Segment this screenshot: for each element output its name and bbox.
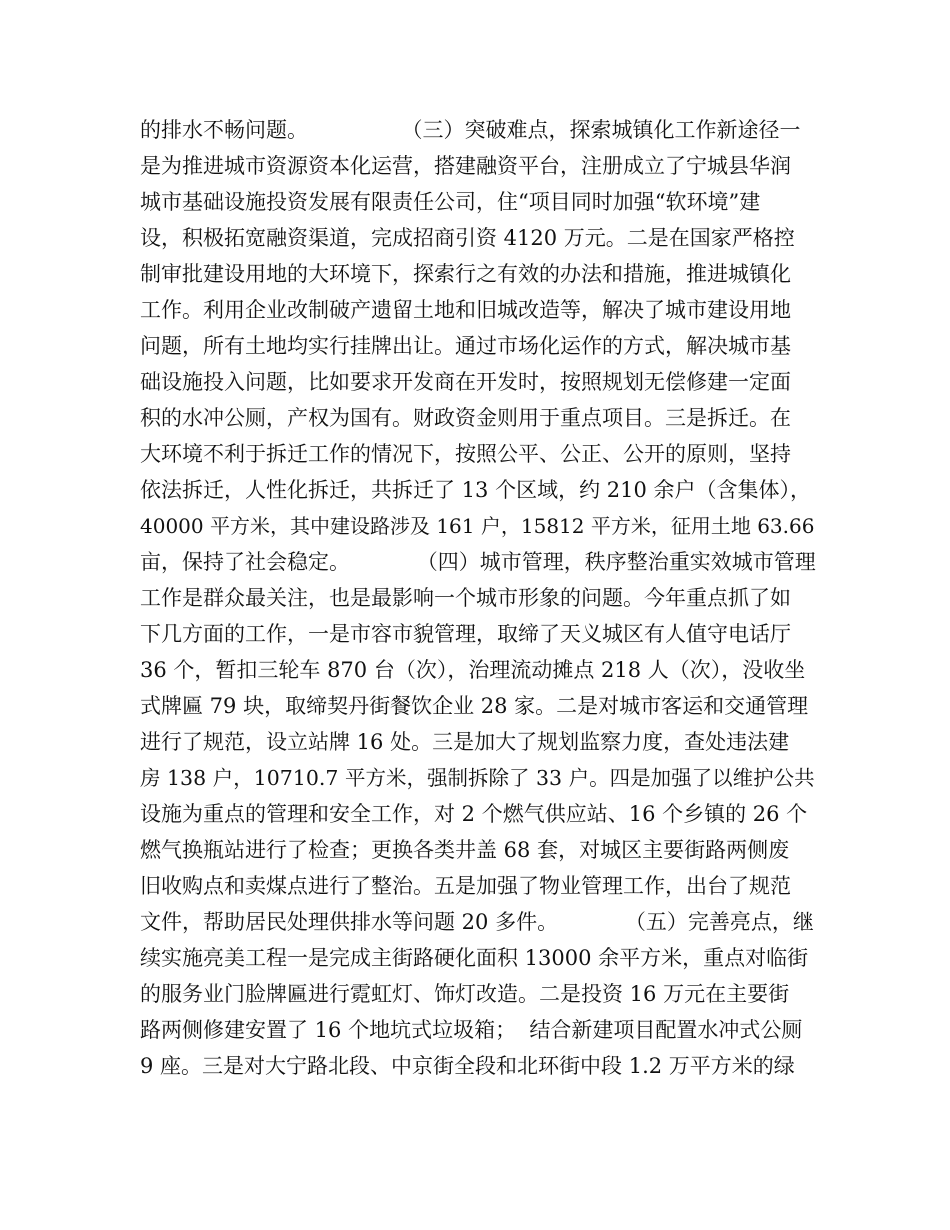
- text-line: 础设施投入问题，比如要求开发商在开发时，按照规划无偿修建一定面: [140, 370, 791, 394]
- text-line: 依法拆迁，人性化拆迁，共拆迁了 13 个区域，约 210 余户（含集体），: [140, 478, 812, 502]
- text-line: 积的水冲公厕，产权为国有。财政资金则用于重点项目。三是拆迁。在: [140, 406, 791, 430]
- text-line: 工作。利用企业改制破产遗留土地和旧城改造等，解决了城市建设用地: [140, 298, 791, 322]
- text-line: 进行了规范，设立站牌 16 处。三是加大了规划监察力度，查处违法建: [140, 730, 790, 754]
- text-line: 旧收购点和卖煤点进行了整治。五是加强了物业管理工作，出台了规范: [140, 874, 791, 898]
- text-line: 设，积极拓宽融资渠道，完成招商引资 4120 万元。二是在国家严格控: [140, 226, 795, 250]
- text-line: 路两侧修建安置了 16 个地坑式垃圾箱； 结合新建项目配置水冲式公厕: [140, 1018, 803, 1042]
- text-line: 城市基础设施投资发展有限责任公司，住“项目同时加强“软环境”建: [140, 190, 761, 214]
- text-line: 设施为重点的管理和安全工作，对 2 个燃气供应站、16 个乡镇的 26 个: [140, 802, 808, 826]
- text-line: 亩，保持了社会稳定。 （四）城市管理，秩序整治重实效城市管理: [140, 550, 816, 574]
- text-line: 房 138 户，10710.7 平方米，强制拆除了 33 户。四是加强了以维护公共: [140, 766, 815, 790]
- text-line: 制审批建设用地的大环境下，探索行之有效的办法和措施，推进城镇化: [140, 262, 791, 286]
- text-line: 燃气换瓶站进行了检查；更换各类井盖 68 套，对城区主要街路两侧废: [140, 838, 790, 862]
- text-line: 36 个，暂扣三轮车 870 台（次），治理流动摊点 218 人（次），没收坐: [140, 658, 806, 682]
- body-text: [140, 112, 830, 1084]
- text-line: 续实施亮美工程一是完成主街路硬化面积 13000 余平方米，重点对临街: [140, 946, 809, 970]
- text-line: 40000 平方米，其中建设路涉及 161 户，15812 平方米，征用土地 63.66: [140, 514, 815, 538]
- text-line: 文件，帮助居民处理供排水等问题 20 多件。 （五）完善亮点，继: [140, 910, 814, 934]
- text-line: 工作是群众最关注，也是最影响一个城市形象的问题。今年重点抓了如: [140, 586, 791, 610]
- text-line: 式牌匾 79 块，取缔契丹街餐饮企业 28 家。二是对城市客运和交通管理: [140, 694, 809, 718]
- text-line: 9 座。三是对大宁路北段、中京街全段和北环街中段 1.2 万平方米的绿: [140, 1054, 795, 1078]
- text-line: 的排水不畅问题。 （三）突破难点，探索城镇化工作新途径一: [140, 118, 801, 142]
- text-line: 的服务业门脸牌匾进行霓虹灯、饰灯改造。二是投资 16 万元在主要街: [140, 982, 790, 1006]
- text-line: 下几方面的工作，一是市容市貌管理，取缔了天义城区有人值守电话厅: [140, 622, 791, 646]
- text-line: 大环境不利于拆迁工作的情况下，按照公平、公正、公开的原则，坚持: [140, 442, 791, 466]
- text-line: 是为推进城市资源资本化运营，搭建融资平台，注册成立了宁城县华润: [140, 154, 791, 178]
- text-line: 问题，所有土地均实行挂牌出让。通过市场化运作的方式，解决城市基: [140, 334, 791, 358]
